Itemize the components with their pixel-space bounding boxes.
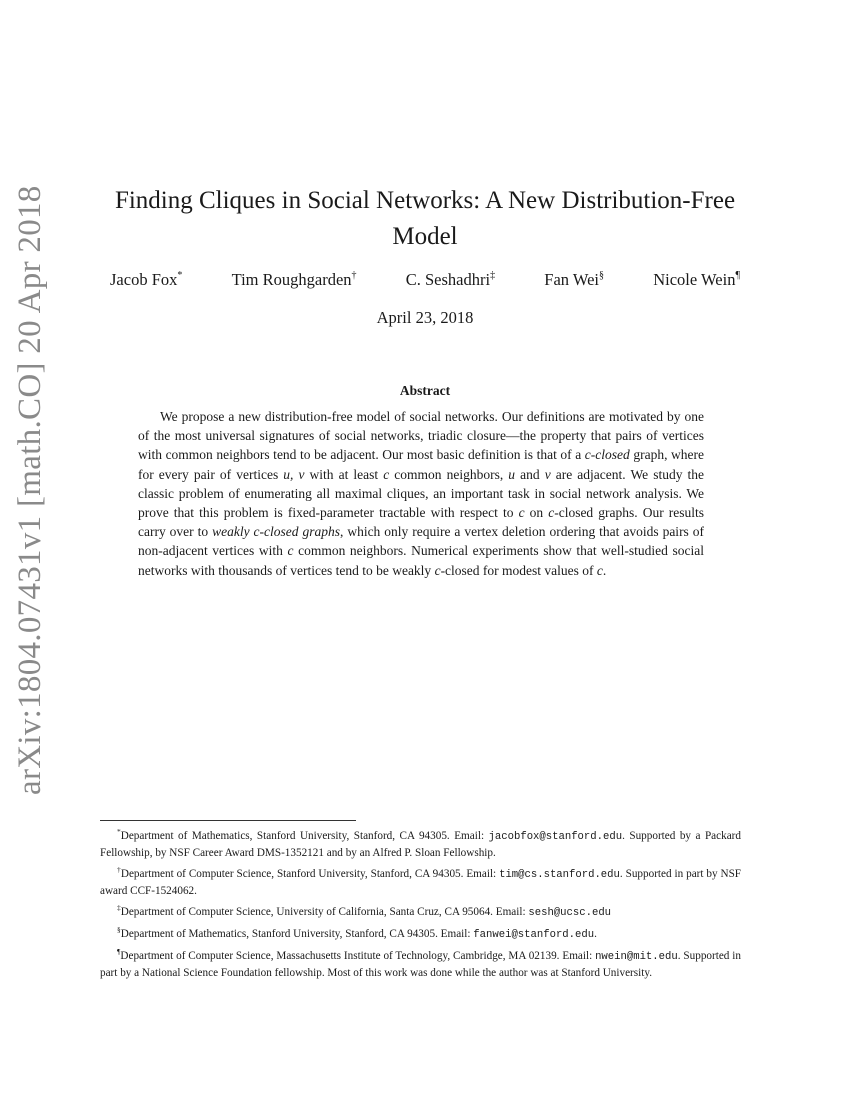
author-name: Fan Wei§ <box>544 270 605 289</box>
abstract-body: We propose a new distribution-free model of social networks. Our definitions are motivated by one of the most universal signatures of social networks, triadic closure—the property that pairs of vertices with common neighbors tend to be adjacent. Our most basic definition is that of a c-closed graph, where for every pair of vertices u, v with at least c common neighbors, u and v are adjacent. We study the classic problem of enumerating all maximal cliques, an important task in social network analysis. We prove that this problem is fixed-parameter tractable with respect to c on c-closed graphs. Our results carry over to weakly c-closed graphs, which only require a vertex deletion ordering that avoids pairs of non-adjacent vertices with c common neighbors. Numerical experiments show that well-studied social networks with thousands of vertices tend to be weakly c-closed for modest values of c. <box>138 409 705 578</box>
email-link[interactable]: tim@cs.stanford.edu <box>499 869 620 881</box>
footnote: ¶Department of Computer Science, Massachusetts Institute of Technology, Cambridge, MA 02139. Email: nwein@mit.edu. Supported in part by a National Science Foundation fellowship. Most of this work was done while the author was at Stanford University. <box>100 947 741 979</box>
author-name: Jacob Fox* <box>110 270 183 289</box>
author-list <box>110 270 740 290</box>
author-footnote-mark: * <box>177 270 183 281</box>
author-footnote-mark: ‡ <box>490 270 496 281</box>
paper-title: Finding Cliques in Social Networks: A New Distribution-Free Model <box>114 187 736 250</box>
footnote: §Department of Mathematics, Stanford University, Stanford, CA 94305. Email: fanwei@stanford.edu. <box>117 925 597 941</box>
footnote: *Department of Mathematics, Stanford University, Stanford, CA 94305. Email: jacobfox@stanford.edu. Supported by a Packard Fellowship, by NSF Career Award DMS-1352121 and by an Alfred P. Sloan Fellowship. <box>100 827 741 859</box>
email-link[interactable]: sesh@ucsc.edu <box>528 907 612 919</box>
author-name: Tim Roughgarden† <box>231 270 357 289</box>
publication-date: April 23, 2018 <box>376 308 474 327</box>
footnote-divider <box>100 820 356 821</box>
email-link[interactable]: fanwei@stanford.edu <box>473 929 595 941</box>
author-footnote-mark: ¶ <box>735 270 740 281</box>
author-name: Nicole Wein¶ <box>653 270 740 289</box>
arxiv-identifier-stamp: arXiv:1804.07431v1 [math.CO] 20 Apr 2018 <box>12 185 48 795</box>
footnote: ‡Department of Computer Science, University of California, Santa Cruz, CA 95064. Email: sesh@ucsc.edu <box>117 903 612 919</box>
footnote: †Department of Computer Science, Stanford University, Stanford, CA 94305. Email: tim@cs.stanford.edu. Supported in part by NSF award CCF-1524062. <box>100 865 742 897</box>
author-footnote-mark: † <box>351 270 357 281</box>
email-link[interactable]: jacobfox@stanford.edu <box>488 831 623 843</box>
author-footnote-mark: § <box>599 270 605 281</box>
footnotes <box>100 824 741 982</box>
email-link[interactable]: nwein@mit.edu <box>595 951 678 963</box>
author-name: C. Seshadhri‡ <box>405 270 496 289</box>
abstract-heading: Abstract <box>399 383 451 398</box>
